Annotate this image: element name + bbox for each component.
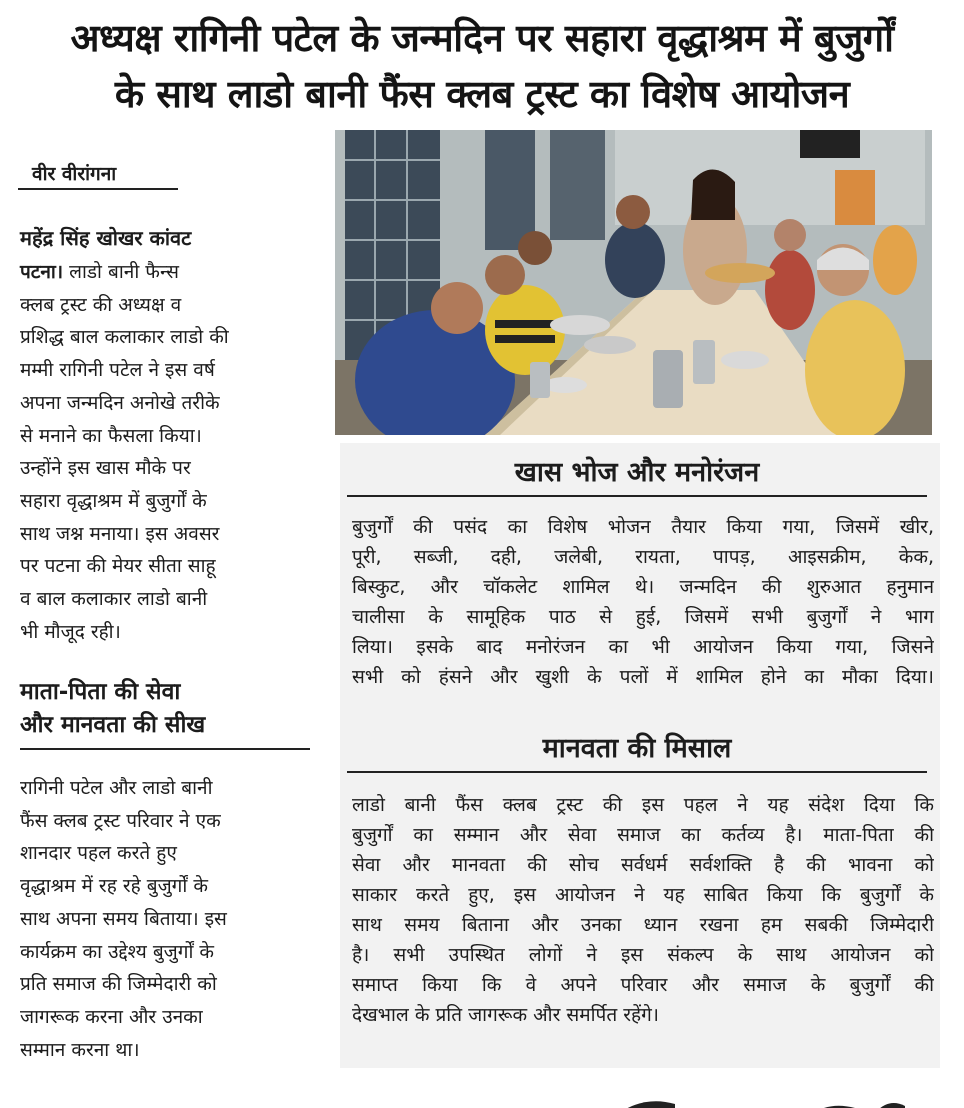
dining-hall-photo — [335, 130, 932, 435]
intro-line: क्लब ट्रस्ट की अध्यक्ष व — [20, 293, 182, 316]
left-section-text — [20, 772, 320, 1066]
intro-line: उन्होंने इस खास मौके पर — [20, 457, 191, 480]
dateline: पटना। — [20, 261, 64, 283]
food-section-title: खास भोज और मनोरंजन — [347, 452, 927, 497]
intro-line: सहारा वृद्धाश्रम में बुजुर्गों के — [20, 489, 207, 512]
intro-line: अपना जन्मदिन अनोखे तरीके — [20, 391, 220, 414]
left-line: प्रति समाज की जिम्मेदारी को — [20, 973, 217, 996]
next-article-fragment — [280, 1074, 920, 1108]
humanity-line: देखभाल के प्रति जागरूक और समर्पित रहेंगे। — [352, 1004, 659, 1026]
left-line: फैंस क्लब ट्रस्ट परिवार ने एक — [20, 809, 221, 832]
humanity-line: लाडो बानी फैंस क्लब ट्रस्ट की इस पहल ने यह संदेश दिया कि — [352, 794, 934, 816]
food-line: बुजुर्गों की पसंद का विशेष भोजन तैयार किया गया, जिसमें खीर, — [352, 516, 934, 538]
headline-line-1: अध्यक्ष रागिनी पटेल के जन्मदिन पर सहारा वृद्धाश्रम में बुजुर्गों — [70, 16, 894, 60]
byline: महेंद्र सिंह खोखर कांवट — [20, 226, 192, 250]
humanity-line: सेवा और मानवता की सोच सर्वधर्म सर्वशक्ति है की भावना को — [352, 854, 934, 876]
humanity-line: बुजुर्गों का सम्मान और सेवा समाज का कर्तव्य है। माता-पिता की — [352, 824, 934, 846]
food-line: बिस्कुट, और चॉकलेट शामिल थे। जन्मदिन की शुरुआत हनुमान — [352, 576, 934, 598]
kicker: वीर वीरांगना — [18, 160, 178, 190]
humanity-section-title: मानवता की मिसाल — [347, 728, 927, 773]
left-line: साथ अपना समय बिताया। इस — [20, 907, 227, 930]
humanity-line: है। सभी उपस्थित लोगों ने इस संकल्प के साथ आयोजन को — [352, 944, 934, 966]
left-section-title: माता-पिता की सेवा और मानवता की सीख — [20, 676, 310, 750]
intro-text — [20, 256, 320, 648]
intro-line: मम्मी रागिनी पटेल ने इस वर्ष — [20, 359, 215, 382]
intro-line: साथ जश्न मनाया। इस अवसर — [20, 522, 220, 545]
food-section-text — [352, 512, 934, 692]
humanity-line: साकार करते हुए, इस आयोजन ने यह साबित किया कि बुजुर्गों के — [352, 884, 934, 906]
intro-line: से मनाने का फैसला किया। — [20, 424, 202, 447]
left-line: रागिनी पटेल और लाडो बानी — [20, 777, 213, 799]
left-line: कार्यक्रम का उद्देश्य बुजुर्गों के — [20, 940, 215, 963]
cropped-text-shapes — [280, 1086, 920, 1108]
intro-line: पर पटना की मेयर सीता साहू — [20, 555, 216, 578]
left-line: जागरूक करना और उनका — [20, 1005, 203, 1028]
intro-line: प्रशिद्ध बाल कलाकार लाडो की — [20, 326, 229, 349]
humanity-line: साथ समय बिताना और उनका ध्यान रखना हम सबकी जिम्मेदारी — [352, 914, 934, 936]
headline-line-2: के साथ लाडो बानी फैंस क्लब ट्रस्ट का विशेष आयोजन — [114, 72, 850, 116]
food-line: चालीसा के सामूहिक पाठ से हुई, जिसमें सभी बुजुर्गों ने भाग — [352, 606, 934, 628]
humanity-section-text — [352, 790, 934, 1030]
left-line: शानदार पहल करते हुए — [20, 842, 177, 865]
intro-line: पटना। लाडो बानी फैन्स — [20, 261, 179, 283]
news-photo — [335, 130, 932, 435]
left-line: वृद्धाश्रम में रह रहे बुजुर्गों के — [20, 875, 208, 898]
intro-line: व बाल कलाकार लाडो बानी — [20, 588, 208, 611]
food-line: पूरी, सब्जी, दही, जलेबी, रायता, पापड़, आइसक्रीम, केक, — [352, 546, 934, 568]
food-line: लिया। इसके बाद मनोरंजन का भी आयोजन किया गया, जिसने — [352, 636, 934, 658]
intro-line: भी मौजूद रही। — [20, 620, 121, 643]
humanity-line: समाप्त किया कि वे अपने परिवार और समाज के बुजुर्गों की — [352, 974, 934, 996]
headline — [0, 10, 964, 122]
food-line: सभी को हंसने और खुशी के पलों में शामिल होने का मौका दिया। — [352, 666, 934, 688]
left-line: सम्मान करना था। — [20, 1038, 140, 1061]
